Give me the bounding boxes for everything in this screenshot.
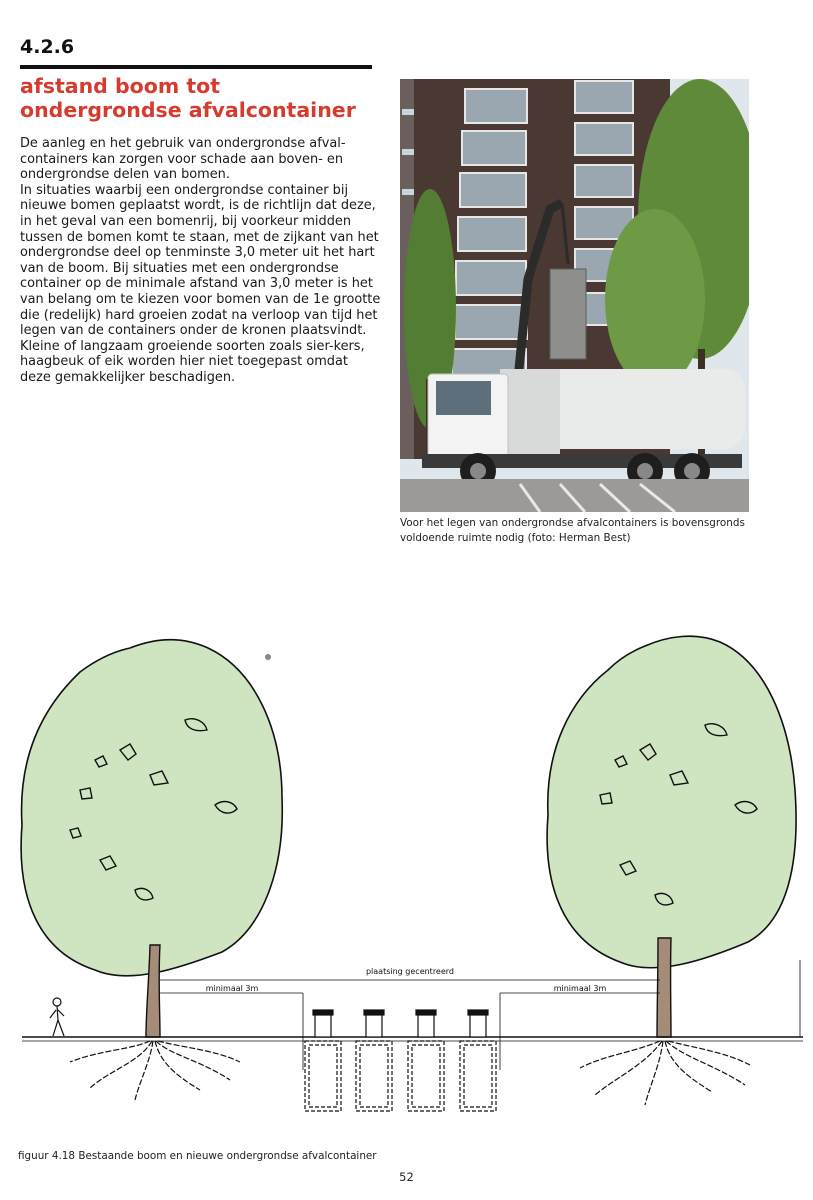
section-number: 4.2.6 — [20, 36, 75, 58]
figure-caption: figuur 4.18 Bestaande boom en nieuwe ondergrondse afvalcontainer — [18, 1150, 377, 1162]
right-tree-roots — [580, 1041, 750, 1105]
photo-truck — [400, 79, 749, 512]
dimension-label-right: minimaal 3m — [553, 984, 607, 993]
dimension-label-left: minimaal 3m — [205, 984, 259, 993]
body-text — [20, 136, 382, 386]
left-tree-roots — [70, 1041, 240, 1100]
underground-containers — [305, 1010, 496, 1111]
page-number: 52 — [399, 1170, 414, 1184]
section-rule — [20, 65, 372, 69]
body-paragraph-1: De aanleg en het gebruik van ondergrondse afval-containers kan zorgen voor schade aan boven- en ondergrondse delen van bomen. — [20, 136, 346, 183]
right-tree-crown — [547, 636, 796, 968]
dimension-label-center: plaatsing gecentreerd — [365, 967, 455, 976]
body-paragraph-2: In situaties waarbij een ondergrondse container bij nieuwe bomen geplaatst wordt, is de richtlijn dat deze, in het geval van een bomenrij, bij voorkeur midden tussen de bomen komt te staan, met de zijkant van het ondergrondse deel op tenminste 3,0 meter uit het hart van de boom. Bij situaties met een ondergrondse container op de minimale afstand van 3,0 meter is het van belang om te kiezen voor bomen van de 1e grootte die (redelijk) hard groeien zodat na verloop van tijd het legen van de containers onder de kronen plaatsvindt. Kleine of langzaam groeiende soorten zoals sier-kers, haagbeuk of eik worden hier niet toegepast omdat deze gemakkelijker beschadigen. — [20, 182, 381, 385]
photo-caption: Voor het legen van ondergrondse afvalcontainers is bovensgronds voldoende ruimte nodig (foto: Herman Best) — [400, 517, 745, 544]
figure-drawing — [0, 600, 813, 1140]
pedestrian — [50, 998, 64, 1036]
left-tree-crown — [21, 640, 282, 976]
section-title: afstand boom tot ondergrondse afvalcontainer — [20, 74, 356, 122]
